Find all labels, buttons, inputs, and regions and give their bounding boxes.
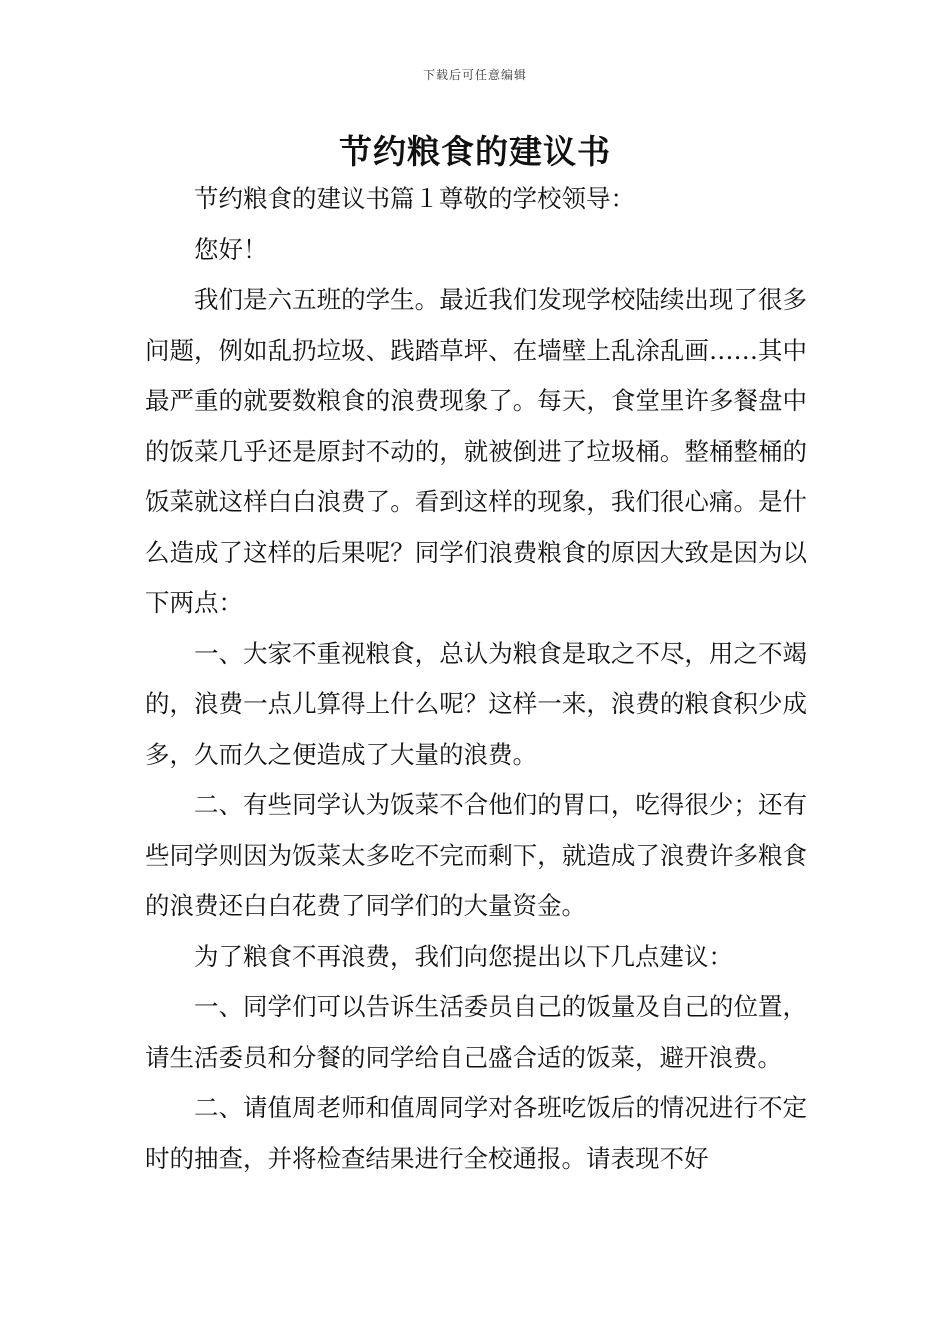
paragraph-suggestion-1: 一、同学们可以告诉生活委员自己的饭量及自己的位置，请生活委员和分餐的同学给自己盛合适的饭菜，避开浪费。 xyxy=(145,992,807,1072)
header-note: 下载后可任意编辑 xyxy=(422,68,527,82)
document-title: 节约粮食的建议书 xyxy=(339,132,611,171)
paragraph-salutation-line: 节约粮食的建议书篇１尊敬的学校领导： xyxy=(194,184,635,213)
paragraph-greeting: 您好！ xyxy=(194,234,268,264)
document-body xyxy=(145,174,807,1184)
paragraph-reason-1: 一、大家不重视粮食，总认为粮食是取之不尽，用之不竭的，浪费一点儿算得上什么呢？这样一来，浪费的粮食积少成多，久而久之便造成了大量的浪费。 xyxy=(145,638,807,769)
paragraph-suggestion-lead: 为了粮食不再浪费，我们向您提出以下几点建议： xyxy=(194,941,733,971)
paragraph-suggestion-2: 二、请值周老师和值周同学对各班吃饭后的情况进行不定时的抽查，并将检查结果进行全校通报。请表现不好 xyxy=(145,1093,807,1173)
paragraph-intro: 我们是六五班的学生。最近我们发现学校陆续出现了很多问题，例如乱扔垃圾、践踏草坪、在墙壁上乱涂乱画……其中最严重的就要数粮食的浪费现象了。每天，食堂里许多餐盘中的饭菜几乎还是原封不动的，就被倒进了垃圾桶。整桶整桶的饭菜就这样白白浪费了。看到这样的现象，我们很心痛。是什么造成了这样的后果呢？同学们浪费粮食的原因大致是因为以下两点： xyxy=(145,285,807,617)
paragraph-reason-2: 二、有些同学认为饭菜不合他们的胃口，吃得很少；还有些同学则因为饭菜太多吃不完而剩下，就造成了浪费许多粮食的浪费还白白花费了同学们的大量资金。 xyxy=(145,790,807,920)
